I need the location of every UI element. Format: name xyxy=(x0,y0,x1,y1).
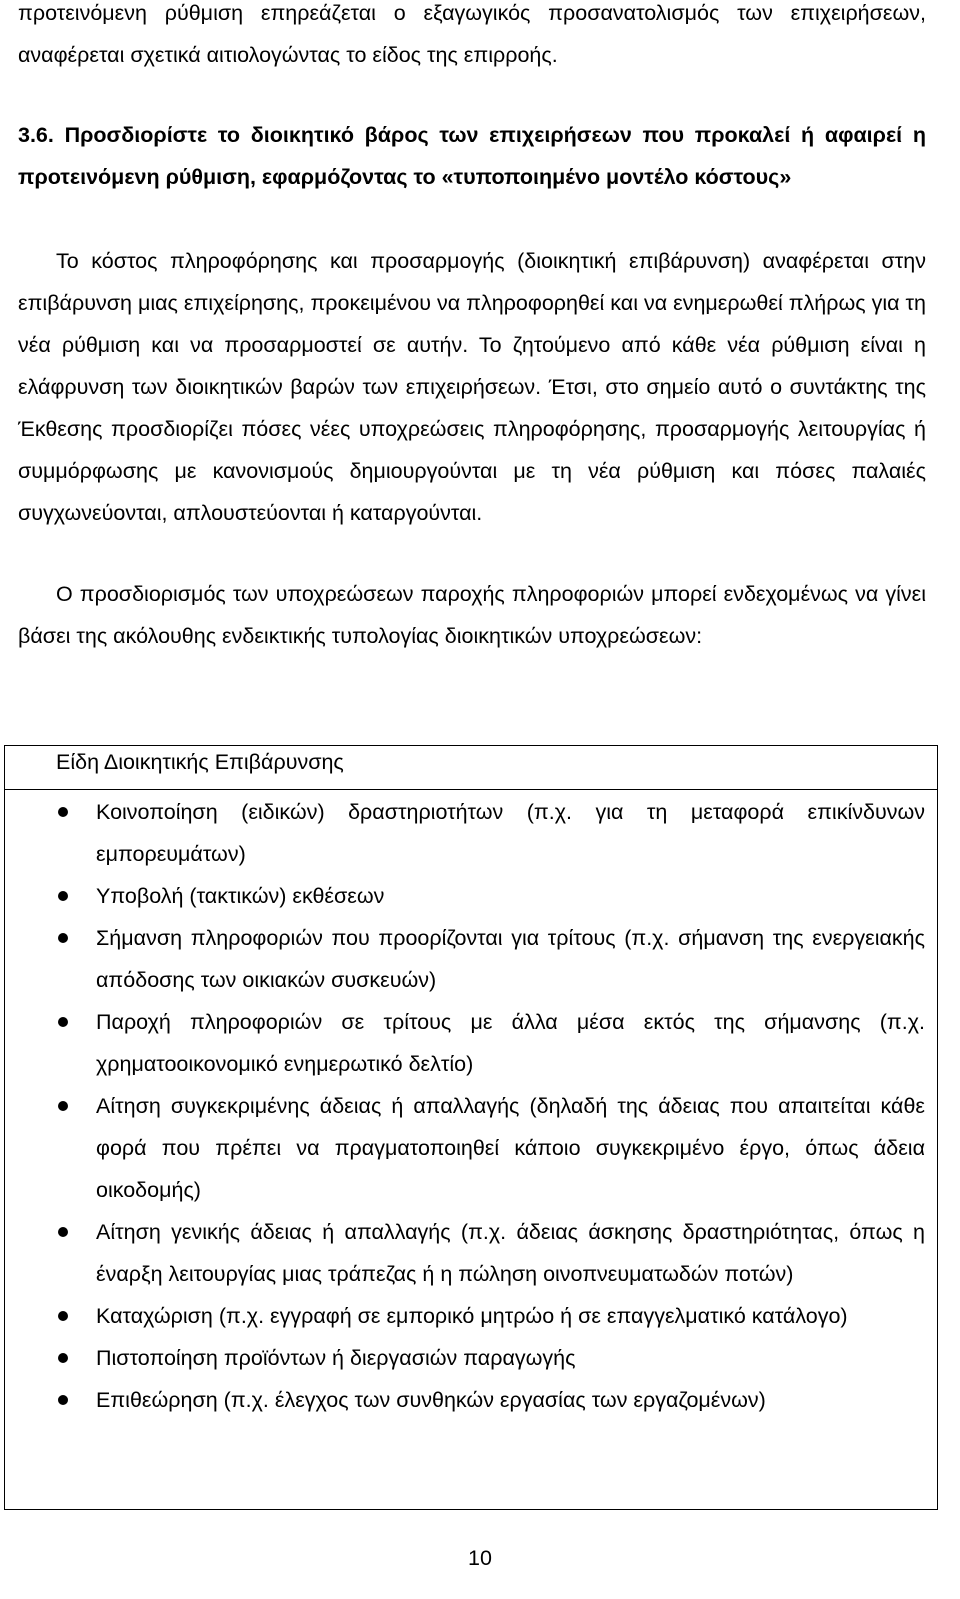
list-item-text: Παροχή πληροφοριών σε τρίτους με άλλα μέσα εκτός της σήμανσης (π.χ. χρηματοοικονομικό ενημερωτικό δελτίο) xyxy=(96,1010,925,1076)
table-header-cell xyxy=(5,746,937,790)
list-item-text: Πιστοποίηση προϊόντων ή διεργασιών παραγωγής xyxy=(96,1346,576,1370)
list-item-text: Αίτηση συγκεκριμένης άδειας ή απαλλαγής (δηλαδή της άδειας που απαιτείται κάθε φορά που πρέπει να πραγματοποιηθεί κάποιο συγκεκριμένο έργο, όπως άδεια οικοδομής) xyxy=(96,1094,925,1202)
bullet-icon xyxy=(58,1311,68,1321)
page-number: 10 xyxy=(468,1546,492,1570)
list-item xyxy=(5,1085,937,1211)
bullet-icon xyxy=(58,807,68,817)
burden-types-list xyxy=(5,791,937,1421)
list-item-text: Σήμανση πληροφοριών που προορίζονται για τρίτους (π.χ. σήμανση της ενεργειακής απόδοσης των οικιακών συσκευών) xyxy=(96,926,925,992)
bullet-icon xyxy=(58,1227,68,1237)
list-item xyxy=(5,1379,937,1421)
list-item-text: Επιθεώρηση (π.χ. έλεγχος των συνθηκών εργασίας των εργαζομένων) xyxy=(96,1388,766,1412)
list-item xyxy=(5,1211,937,1295)
list-item-text: Κοινοποίηση (ειδικών) δραστηριοτήτων (π.χ. για τη μεταφορά επικίνδυνων εμπορευμάτων) xyxy=(96,800,925,866)
bullet-icon xyxy=(58,1017,68,1027)
section-heading: 3.6. Προσδιορίστε το διοικητικό βάρος των επιχειρήσεων που προκαλεί ή αφαιρεί η προτεινόμενη ρύθμιση, εφαρμόζοντας το «τυποποιημένο μοντέλο κόστους» xyxy=(18,123,926,189)
bullet-icon xyxy=(58,1395,68,1405)
list-item-text: Καταχώριση (π.χ. εγγραφή σε εμπορικό μητρώο ή σε επαγγελματικό κατάλογο) xyxy=(96,1304,848,1328)
list-item-text: Υποβολή (τακτικών) εκθέσεων xyxy=(96,884,385,908)
section-paragraph-2: Ο προσδιορισμός των υποχρεώσεων παροχής πληροφοριών μπορεί ενδεχομένως να γίνει βάσει της ακόλουθης ενδεικτικής τυπολογίας διοικητικών υποχρεώσεων: xyxy=(18,582,926,648)
bullet-icon xyxy=(58,891,68,901)
table-header-label: Είδη Διοικητικής Επιβάρυνσης xyxy=(56,750,344,774)
bullet-icon xyxy=(58,1101,68,1111)
list-item xyxy=(5,917,937,1001)
list-item xyxy=(5,875,937,917)
list-item xyxy=(5,1337,937,1379)
list-item xyxy=(5,1001,937,1085)
burden-types-table xyxy=(4,745,938,1510)
list-item xyxy=(5,1295,937,1337)
bullet-icon xyxy=(58,1353,68,1363)
list-item-text: Αίτηση γενικής άδειας ή απαλλαγής (π.χ. άδειας άσκησης δραστηριότητας, όπως η έναρξη λειτουργίας μιας τράπεζας ή η πώληση οινοπνευματωδών ποτών) xyxy=(96,1220,925,1286)
list-item xyxy=(5,791,937,875)
section-paragraph-1: Το κόστος πληροφόρησης και προσαρμογής (διοικητική επιβάρυνση) αναφέρεται στην επιβάρυνση μιας επιχείρησης, προκειμένου να πληροφορηθεί και να ενημερωθεί πλήρως για τη νέα ρύθμιση και να προσαρμοστεί σε αυτήν. Το ζητούμενο από κάθε νέα ρύθμιση είναι η ελάφρυνση των διοικητικών βαρών των επιχειρήσεων. Έτσι, στο σημείο αυτό ο συντάκτης της Έκθεσης προσδιορίζει πόσες νέες υποχρεώσεις πληροφόρησης, προσαρμογής λειτουργίας ή συμμόρφωσης με κανονισμούς δημιουργούνται με τη νέα ρύθμιση και πόσες παλαιές συγχωνεύονται, απλουστεύονται ή καταργούνται. xyxy=(18,249,926,525)
intro-paragraph: προτεινόμενη ρύθμιση επηρεάζεται ο εξαγωγικός προσανατολισμός των επιχειρήσεων, αναφέρεται σχετικά αιτιολογώντας το είδος της επιρροής. xyxy=(18,1,926,67)
bullet-icon xyxy=(58,933,68,943)
